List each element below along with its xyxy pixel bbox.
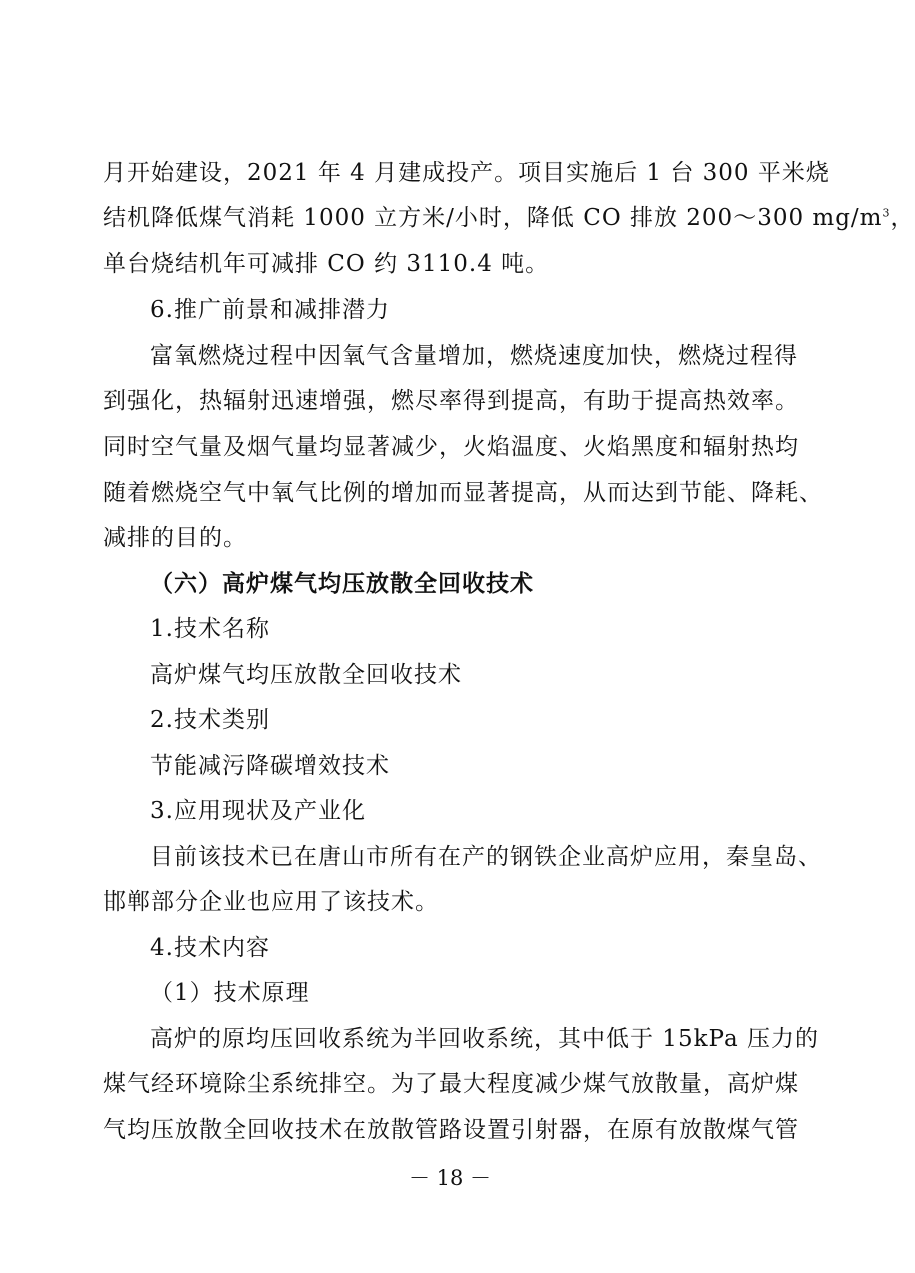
paragraph-line: 单台烧结机年可减排 CO 约 3110.4 吨。 [103,251,550,277]
section-title: （六）高炉煤气均压放散全回收技术 [150,570,534,597]
paragraph-line: 高炉煤气均压放散全回收技术 [150,662,462,688]
text-run: ， [890,205,915,231]
paragraph-line: 目前该技术已在唐山市所有在产的钢铁企业高炉应用，秦皇岛、 [150,844,822,870]
paragraph-line: 到强化，热辐射迅速增强，燃尽率得到提高，有助于提高热效率。 [103,388,799,414]
paragraph-line [103,201,915,235]
paragraph-line: 煤气经环境除尘系统排空。为了最大程度减少煤气放散量，高炉煤 [103,1071,799,1097]
subheading: 6.推广前景和减排潜力 [150,297,390,323]
subheading: 1.技术名称 [150,616,270,642]
subheading: 3.应用现状及产业化 [150,798,366,824]
paragraph-line: 邯郸部分企业也应用了该技术。 [103,889,439,915]
subheading: （1）技术原理 [150,980,310,1006]
subheading: 2.技术类别 [150,707,270,733]
paragraph-line: 随着燃烧空气中氧气比例的增加而显著提高，从而达到节能、降耗、 [103,480,823,506]
superscript: 3 [882,206,891,220]
paragraph-line: 同时空气量及烟气量均显著减少，火焰温度、火焰黑度和辐射热均 [103,434,799,460]
paragraph-line: 气均压放散全回收技术在放散管路设置引射器，在原有放散煤气管 [103,1117,799,1143]
paragraph-line: 高炉的原均压回收系统为半回收系统，其中低于 15kPa 压力的 [150,1026,819,1052]
paragraph-line: 减排的目的。 [103,525,247,551]
paragraph-line: 节能减污降碳增效技术 [150,753,390,779]
subheading: 4.技术内容 [150,935,270,961]
page-number: － 18 － [408,1166,492,1190]
paragraph-line: 月开始建设，2021 年 4 月建成投产。项目实施后 1 台 300 平米烧 [103,160,830,186]
paragraph-line: 富氧燃烧过程中因氧气含量增加，燃烧速度加快，燃烧过程得 [150,343,798,369]
text-run: 结机降低煤气消耗 1000 立方米/小时，降低 CO 排放 200～300 mg/m [103,205,883,231]
